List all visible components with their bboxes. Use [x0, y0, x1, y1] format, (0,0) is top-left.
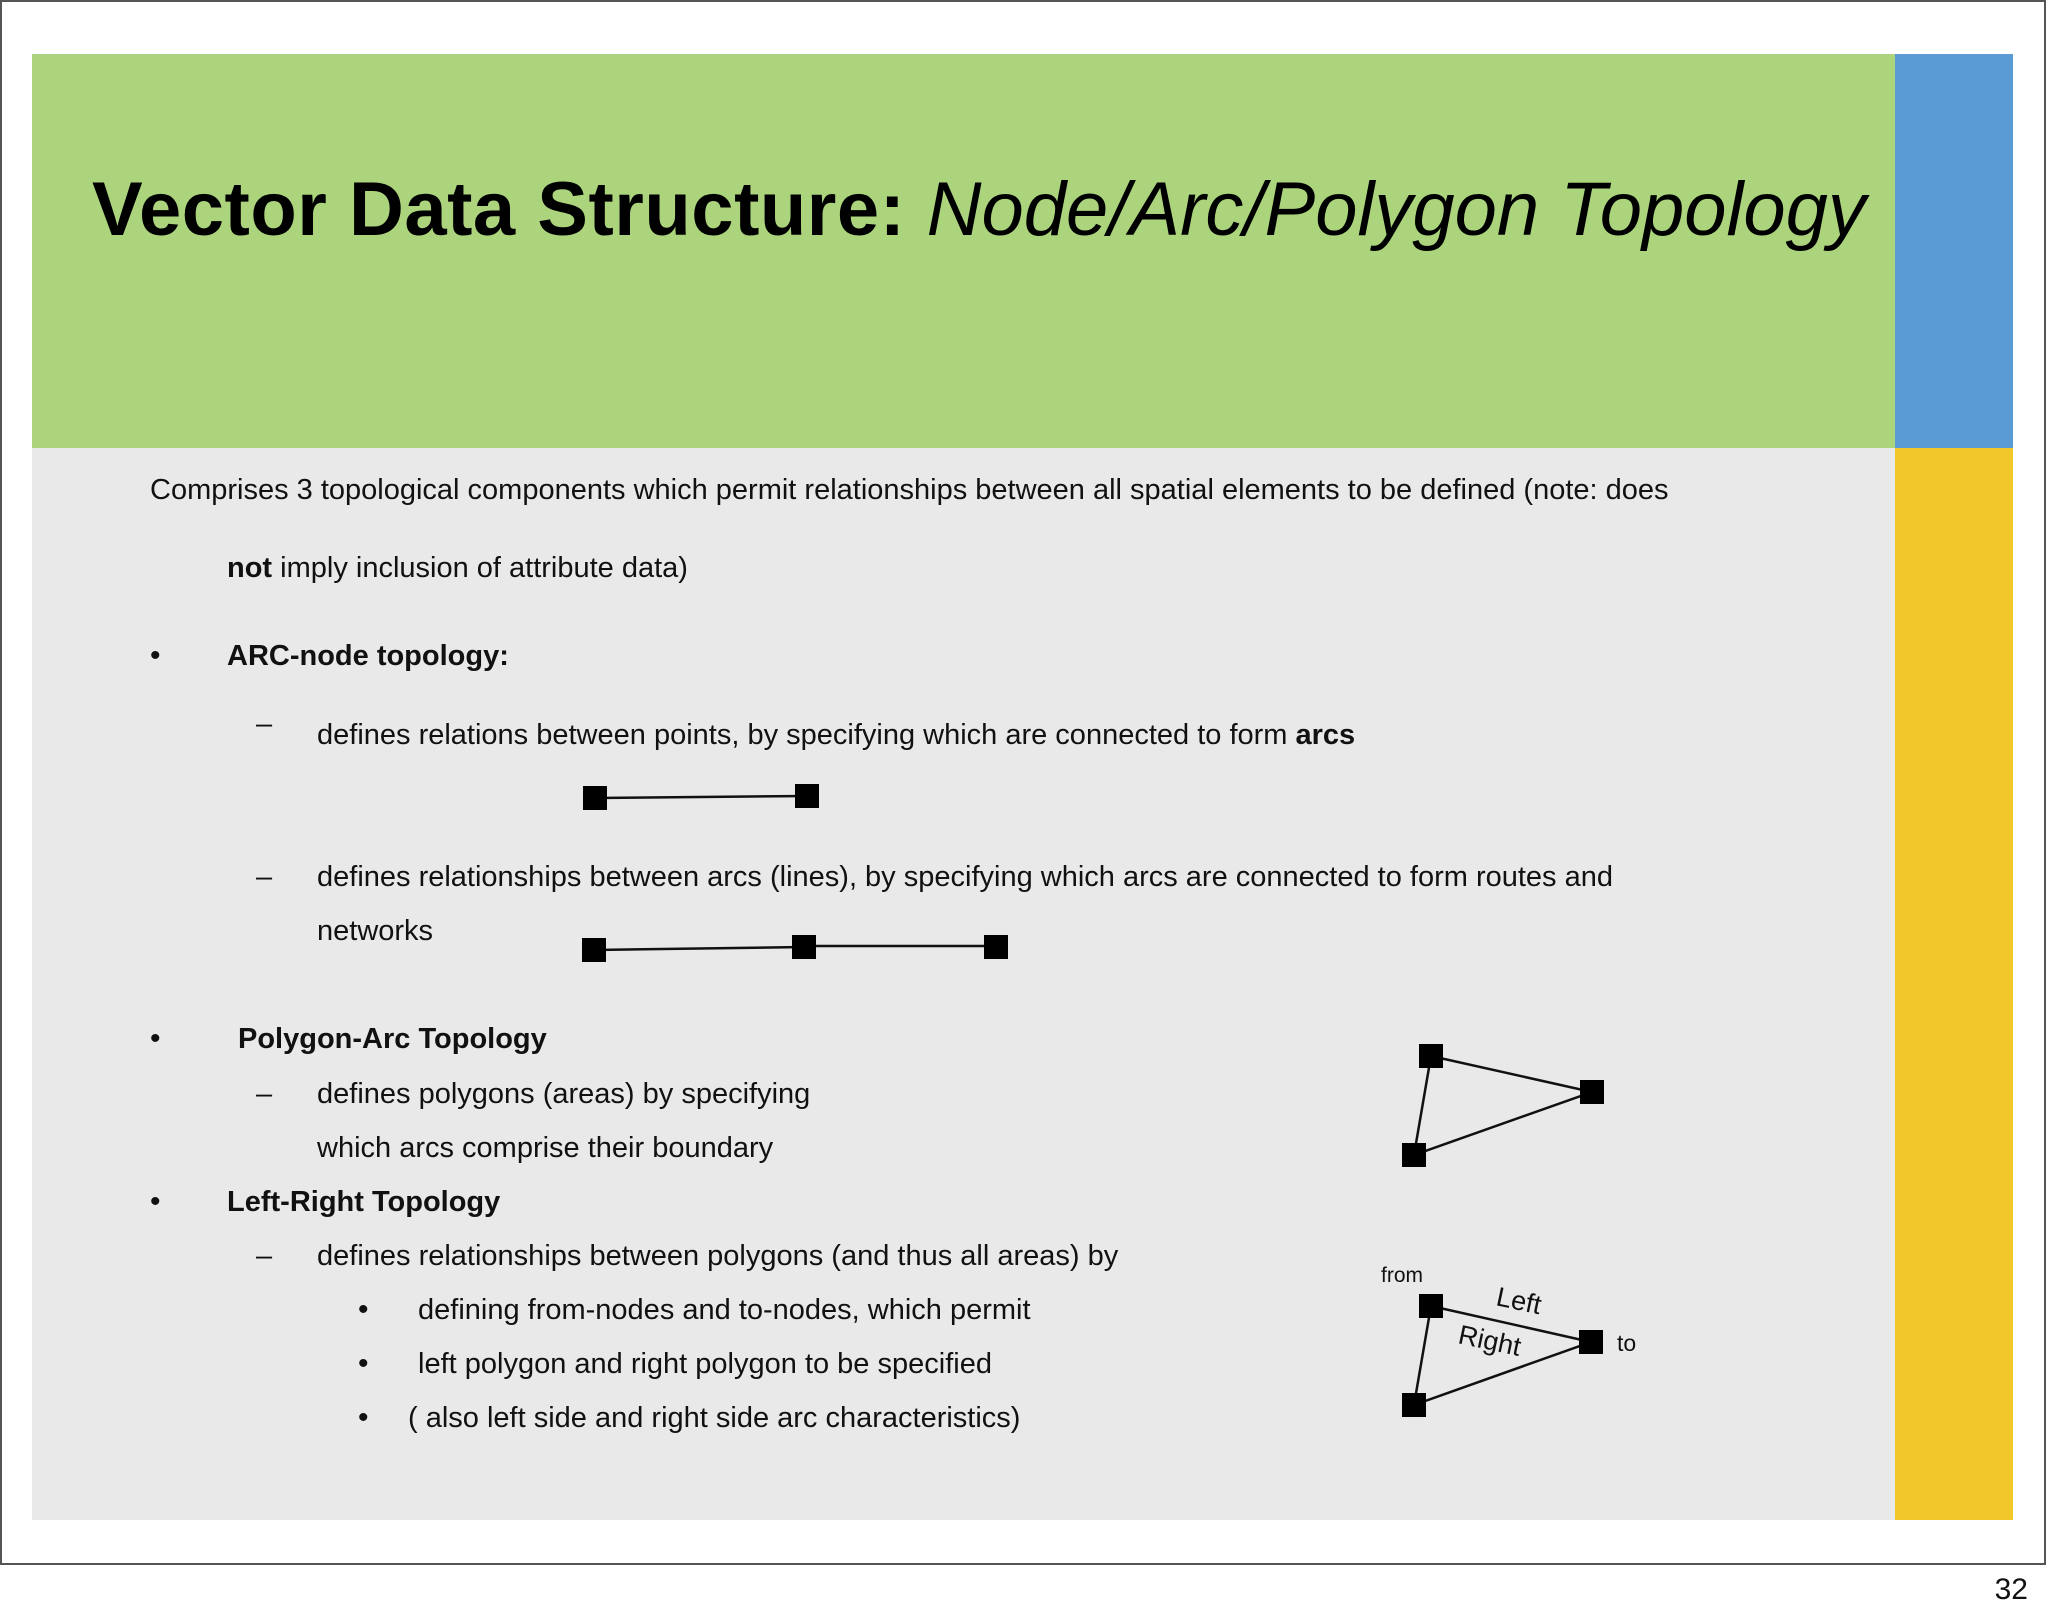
- slide-title-main: Vector Data Structure:: [92, 167, 906, 252]
- to-label: to: [1617, 1330, 1637, 1356]
- intro-line-2-rest: imply inclusion of attribute data): [272, 552, 688, 584]
- polygon-node-3: [1402, 1143, 1426, 1167]
- network-diagram: [582, 935, 1008, 962]
- polygon-arc-item-line-1: defines polygons (areas) by specifying: [317, 1078, 811, 1110]
- heading-left-right-topology: Left-Right Topology: [227, 1186, 501, 1218]
- arc-node-start: [583, 786, 607, 810]
- from-label: from: [1381, 1264, 1423, 1287]
- arc-diagram: [583, 784, 819, 810]
- heading-polygon-arc-topology: Polygon-Arc Topology: [238, 1023, 547, 1055]
- sub-bullet-2: •: [358, 1347, 369, 1380]
- heading-arc-node-topology: ARC-node topology:: [227, 640, 509, 672]
- network-node-1: [582, 938, 606, 962]
- page-number: 32: [1994, 1573, 2028, 1606]
- left-right-node-3: [1402, 1393, 1426, 1417]
- left-right-item-text: defines relationships between polygons (and thus all areas) by: [317, 1240, 1119, 1272]
- arc-line: [595, 796, 807, 798]
- dash-polygon-arc: –: [256, 1078, 273, 1110]
- polygon-node-1: [1419, 1044, 1443, 1068]
- polygon-arc-item-line-2: which arcs comprise their boundary: [317, 1132, 774, 1164]
- left-label: Left: [1493, 1281, 1545, 1321]
- arc-node-item-2-line-1: defines relationships between arcs (lines), by specifying which arcs are connected to form routes and: [317, 861, 1613, 893]
- polygon-diagram: [1402, 1044, 1604, 1167]
- dash-arc-node-1: –: [256, 708, 273, 740]
- to-node: [1579, 1330, 1603, 1354]
- right-label: Right: [1455, 1319, 1524, 1362]
- arc-node-item-1-text: defines relations between points, by specifying which are connected to form: [317, 719, 1296, 751]
- from-node: [1419, 1294, 1443, 1318]
- network-node-3: [984, 935, 1008, 959]
- left-right-subitem-3: ( also left side and right side arc characteristics): [408, 1402, 1021, 1434]
- intro-not-emphasis: not: [227, 552, 273, 584]
- network-arc-1: [594, 947, 804, 950]
- arc-node-item-2-line-2: networks: [317, 915, 434, 947]
- sub-bullet-1: •: [358, 1293, 369, 1326]
- network-node-2: [792, 935, 816, 959]
- left-right-subitem-2: left polygon and right polygon to be specified: [418, 1348, 992, 1380]
- bullet-left-right: •: [150, 1185, 161, 1218]
- sub-bullet-3: •: [358, 1401, 369, 1434]
- bullet-arc-node: •: [150, 639, 161, 672]
- left-right-subitem-1: defining from-nodes and to-nodes, which permit: [418, 1294, 1031, 1326]
- dash-left-right: –: [256, 1240, 273, 1272]
- slide-title-subtitle: Node/Arc/Polygon Topology: [926, 167, 1866, 252]
- arcs-emphasis: arcs: [1295, 719, 1356, 751]
- left-right-diagram: [1381, 1264, 1636, 1417]
- bullet-polygon-arc: •: [150, 1022, 161, 1055]
- dash-arc-node-2: –: [256, 861, 273, 893]
- intro-line-1: Comprises 3 topological components which permit relationships between all spatial elements to be defined (note: does: [150, 474, 1669, 506]
- arc-node-end: [795, 784, 819, 808]
- polygon-boundary: [1414, 1056, 1592, 1155]
- polygon-node-2: [1580, 1080, 1604, 1104]
